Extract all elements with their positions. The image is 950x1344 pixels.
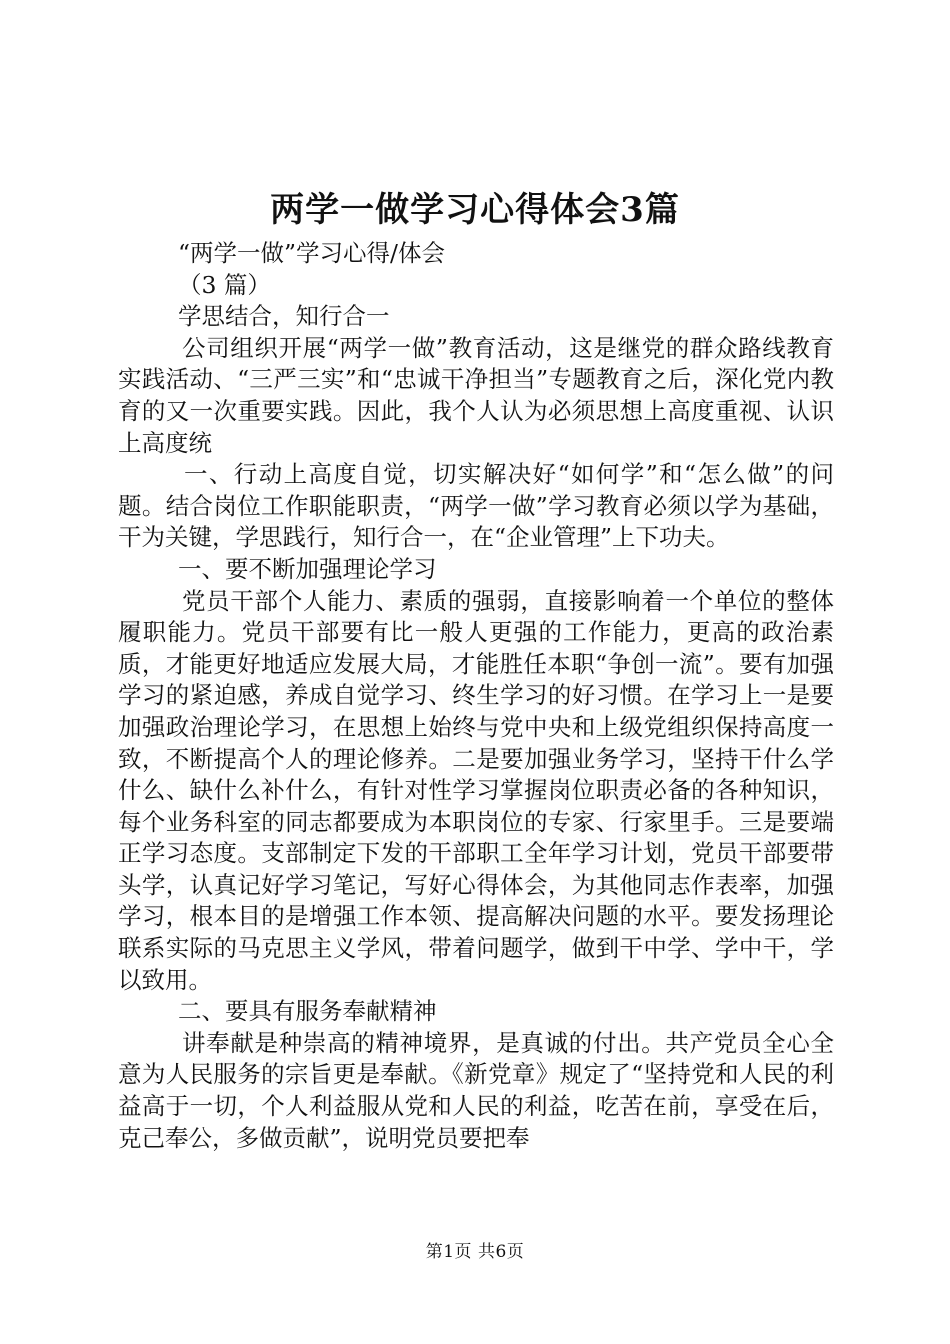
section-heading: 二、要具有服务奉献精神: [178, 997, 437, 1026]
paragraph: 讲奉献是种崇高的精神境界，是真诚的付出。共产党员全心全意为人民服务的宗旨更是奉献。《新党章》规定了“坚持党和人民的利益高于一切，个人利益服从党和人民的利益，吃苦在前，享受在后，克己奉公，多做贡献”，说明党员要把奉: [118, 1028, 834, 1152]
subtitle-count: （3 篇）: [178, 270, 271, 299]
section-heading: 一、要不断加强理论学习: [178, 554, 437, 583]
paragraph: 一、行动上高度自觉，切实解决好“如何学”和“怎么做”的问题。结合岗位工作职能职责，“两学一做”学习教育必须以学为基础，干为关键，学思践行，知行合一，在“企业管理”上下功夫。: [118, 460, 834, 552]
paragraph: 党员干部个人能力、素质的强弱，直接影响着一个单位的整体履职能力。党员干部要有比一般人更强的工作能力，更高的政治素质，才能更好地适应发展大局，才能胜任本职“争创一流”。要有加强学习的紧迫感，养成自觉学习、终生学习的好习惯。在学习上一是要加强政治理论学习，在思想上始终与党中央和上级党组织保持高度一致，不断提高个人的理论修养。二是要加强业务学习，坚持干什么学什么、缺什么补什么，有针对性学习掌握岗位职责必备的各种知识，每个业务科室的同志都要成为本职岗位的专家、行家里手。三是要端正学习态度。支部制定下发的干部职工全年学习计划，党员干部要带头学，认真记好学习笔记，写好心得体会，为其他同志作表率，加强学习，根本目的是增强工作本领、提高解决问题的水平。要发扬理论联系实际的马克思主义学风，带着问题学，做到干中学、学中干，学以致用。: [118, 586, 834, 994]
document-body: [118, 238, 834, 1154]
page-footer: 第1页 共6页: [425, 1242, 525, 1262]
section-heading: 学思结合，知行合一: [178, 302, 390, 331]
subtitle-line: “两学一做”学习心得/体会: [178, 239, 445, 267]
document-title: 两学一做学习心得体会3篇: [270, 190, 680, 230]
paragraph: 公司组织开展“两学一做”教育活动，这是继党的群众路线教育实践活动、“三严三实”和“忠诚干净担当”专题教育之后，深化党内教育的又一次重要实践。因此，我个人认为必须思想上高度重视、认识上高度统: [118, 333, 834, 457]
